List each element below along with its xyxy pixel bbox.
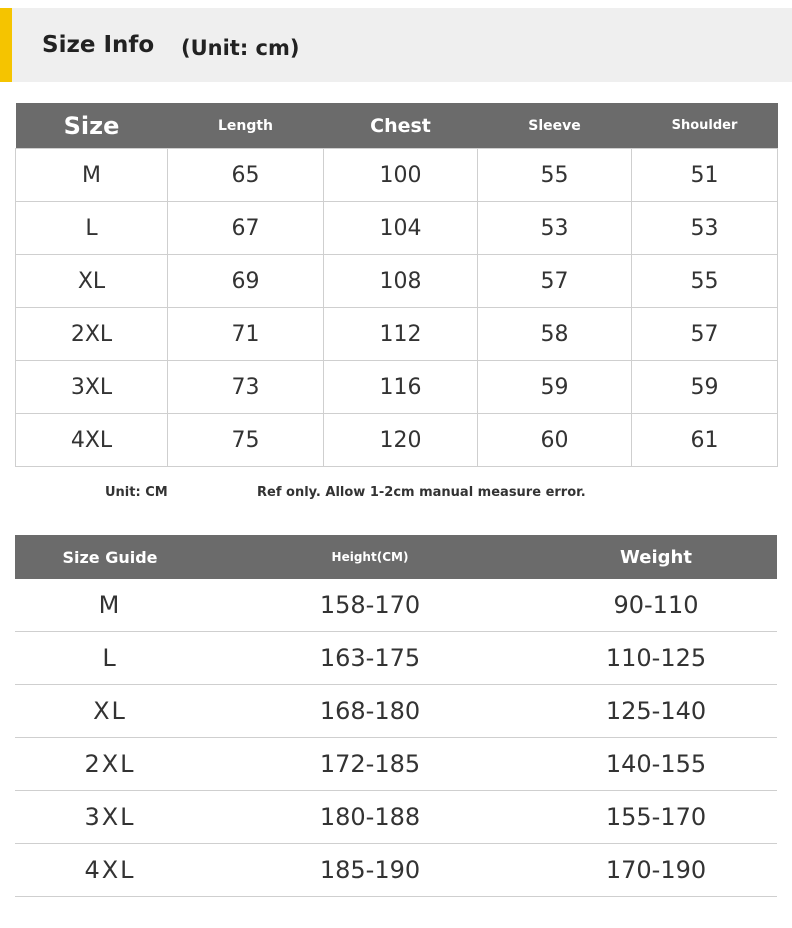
cell-size: XL <box>15 685 205 738</box>
table-row <box>15 579 777 632</box>
cell-shoulder: 57 <box>632 308 778 361</box>
cell-height: 180-188 <box>205 791 535 844</box>
size-guide-table <box>15 535 777 897</box>
table-row <box>16 149 778 202</box>
cell-chest: 104 <box>324 202 478 255</box>
column-header-length: Length <box>168 103 324 149</box>
size-info-banner <box>0 8 792 82</box>
cell-weight: 140-155 <box>535 738 777 791</box>
cell-height: 168-180 <box>205 685 535 738</box>
table-row <box>16 255 778 308</box>
cell-length: 73 <box>168 361 324 414</box>
cell-shoulder: 53 <box>632 202 778 255</box>
cell-sleeve: 60 <box>478 414 632 467</box>
cell-height: 158-170 <box>205 579 535 632</box>
cell-size: XL <box>16 255 168 308</box>
size-chart-header-row <box>16 103 778 149</box>
column-header-sleeve: Sleeve <box>478 103 632 149</box>
cell-size: 3XL <box>15 791 205 844</box>
cell-sleeve: 53 <box>478 202 632 255</box>
cell-size: 2XL <box>15 738 205 791</box>
table-row <box>15 632 777 685</box>
cell-weight: 125-140 <box>535 685 777 738</box>
column-header-chest: Chest <box>324 103 478 149</box>
table-row <box>16 308 778 361</box>
cell-chest: 112 <box>324 308 478 361</box>
cell-shoulder: 55 <box>632 255 778 308</box>
cell-weight: 155-170 <box>535 791 777 844</box>
column-header-shoulder: Shoulder <box>632 103 778 149</box>
cell-size: L <box>16 202 168 255</box>
cell-size: M <box>16 149 168 202</box>
cell-sleeve: 59 <box>478 361 632 414</box>
accent-bar <box>0 8 12 82</box>
size-chart-table <box>15 103 778 467</box>
table-row <box>16 202 778 255</box>
cell-size: 2XL <box>16 308 168 361</box>
cell-weight: 90-110 <box>535 579 777 632</box>
cell-height: 185-190 <box>205 844 535 897</box>
table-row <box>16 414 778 467</box>
size-guide-header-row <box>15 535 777 579</box>
cell-size: 3XL <box>16 361 168 414</box>
cell-length: 69 <box>168 255 324 308</box>
cell-shoulder: 51 <box>632 149 778 202</box>
column-header-size-guide: Size Guide <box>15 535 205 579</box>
measurement-disclaimer: Ref only. Allow 1-2cm manual measure error. <box>257 485 586 500</box>
table-row <box>15 738 777 791</box>
unit-label: (Unit: cm) <box>181 36 300 60</box>
cell-chest: 100 <box>324 149 478 202</box>
cell-length: 71 <box>168 308 324 361</box>
cell-shoulder: 59 <box>632 361 778 414</box>
cell-size: 4XL <box>16 414 168 467</box>
table-row <box>15 791 777 844</box>
table-row <box>15 685 777 738</box>
cell-chest: 116 <box>324 361 478 414</box>
cell-size: 4XL <box>15 844 205 897</box>
cell-size: L <box>15 632 205 685</box>
table-row <box>16 361 778 414</box>
cell-length: 65 <box>168 149 324 202</box>
column-header-weight: Weight <box>535 535 777 579</box>
cell-sleeve: 55 <box>478 149 632 202</box>
cell-size: M <box>15 579 205 632</box>
cell-weight: 170-190 <box>535 844 777 897</box>
unit-note: Unit: CM <box>105 485 168 500</box>
cell-height: 163-175 <box>205 632 535 685</box>
column-header-size: Size <box>16 103 168 149</box>
cell-chest: 120 <box>324 414 478 467</box>
table-row <box>15 844 777 897</box>
cell-height: 172-185 <box>205 738 535 791</box>
column-header-height: Height(CM) <box>205 535 535 579</box>
page-title: Size Info <box>42 32 155 58</box>
cell-length: 67 <box>168 202 324 255</box>
cell-weight: 110-125 <box>535 632 777 685</box>
cell-length: 75 <box>168 414 324 467</box>
cell-sleeve: 58 <box>478 308 632 361</box>
cell-shoulder: 61 <box>632 414 778 467</box>
cell-sleeve: 57 <box>478 255 632 308</box>
cell-chest: 108 <box>324 255 478 308</box>
